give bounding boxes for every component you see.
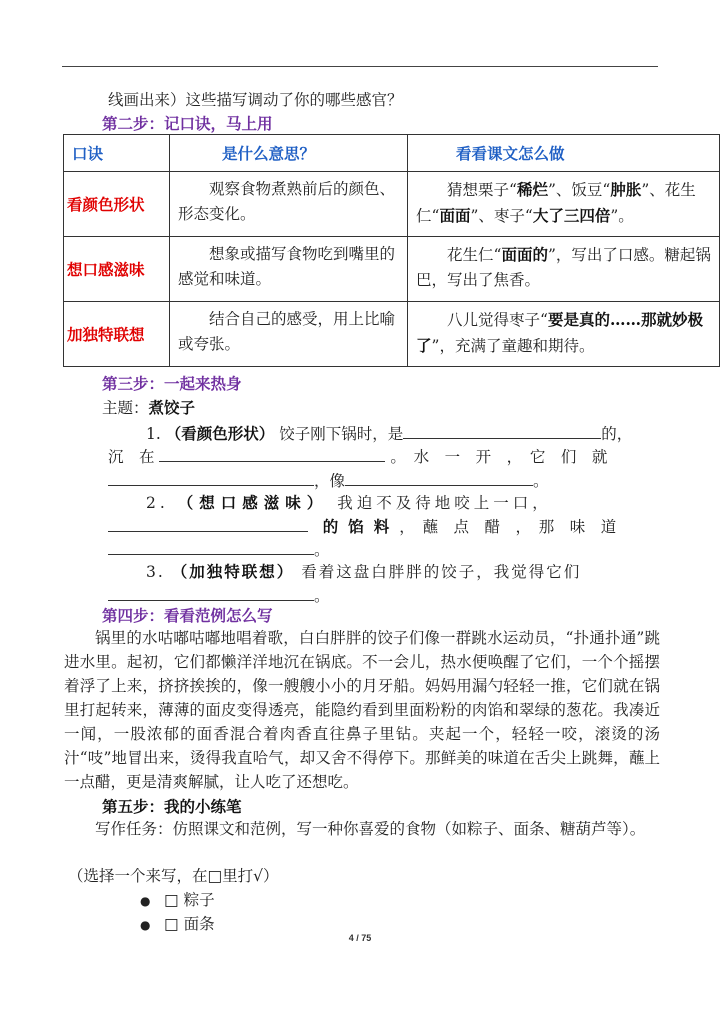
blank-field[interactable] — [345, 468, 533, 486]
step5-heading: 第五步：我的小练笔 — [102, 797, 242, 816]
exercise-2-line-1: 2. （想口感滋味） 我迫不及待地咬上一口， — [146, 493, 552, 512]
topic-line: 主题：煮饺子 — [102, 398, 196, 417]
row-meaning: 想象或描写食物吃到嘴里的感觉和味道。 — [170, 237, 408, 302]
topic: 煮饺子 — [148, 398, 196, 417]
exercise-1-line-1: 1. （看颜色形状） 饺子刚下锅时，是 的， — [146, 421, 632, 444]
page-number: 4 / 75 — [348, 933, 372, 943]
row-key: 想口感滋味 — [64, 237, 170, 302]
bullet-icon: ● — [140, 918, 151, 932]
mnemonic-table — [63, 134, 720, 367]
header-example: 看看课文怎么做 — [408, 135, 720, 172]
bullet-icon: ● — [140, 894, 151, 908]
table-row — [64, 237, 720, 302]
writing-task: 写作任务：仿照课文和范例，写一种你喜爱的食物（如粽子、面条、糖葫芦等）。 — [95, 820, 646, 838]
exercise-3-line-1: 3. （加独特联想） 看着这盘白胖胖的饺子，我觉得它们 — [146, 562, 582, 581]
row-meaning: 观察食物煮熟前后的颜色、形态变化。 — [170, 172, 408, 237]
header-rule — [62, 66, 658, 67]
step2-heading: 第二步：记口诀，马上用 — [102, 114, 273, 133]
blank-field[interactable] — [108, 514, 308, 532]
step4-heading: 第四步：看看范例怎么写 — [102, 606, 273, 625]
blank-field[interactable] — [403, 421, 601, 439]
blank-field[interactable] — [108, 537, 314, 555]
exercise-2-line-3: 。 — [108, 537, 330, 560]
exercise-1-line-2: 沉 在 。 水 一 开 ， 它 们 就 — [108, 444, 607, 467]
exercise-1-line-3: ，像 。 — [108, 468, 549, 491]
row-key: 看颜色形状 — [64, 172, 170, 237]
blank-field[interactable] — [108, 583, 314, 601]
table-header-row — [64, 135, 720, 172]
header-meaning: 是什么意思？ — [170, 135, 408, 172]
table-row — [64, 172, 720, 237]
blank-field[interactable] — [159, 444, 385, 462]
row-key: 加独特联想 — [64, 302, 170, 367]
table-row — [64, 302, 720, 367]
example-paragraph: 锅里的水咕嘟咕嘟地唱着歌，白白胖胖的饺子们像一群跳水运动员，“扑通扑通”跳进水里。起初，它们都懒洋洋地沉在锅底。不一会儿，热水便唤醒了它们，一个个摇摆着浮了上来，挤挤挨挨的，像一艘艘小小的月牙船。妈妈用漏勺轻轻一推，它们就在锅里打起转来，薄薄的面皮变得透亮，能隐约看到里面粉粉的肉馅和翠绿的葱花。我凑近一闻，一股浓郁的面香混合着肉香直往鼻子里钻。夹起一个，轻轻一咬，滚烫的汤汁“吱”地冒出来，烫得我直哈气，却又舍不得停下。那鲜美的味道在舌尖上跳舞，蘸上一点醋，更是清爽解腻，让人吃了还想吃。 — [64, 629, 660, 791]
exercise-2-line-2: 的馅料， 蘸 点 醋 ， 那 味 道 — [108, 514, 616, 537]
header-mnemonic: 口诀 — [64, 135, 170, 172]
blank-field[interactable] — [108, 468, 314, 486]
step3-heading: 第三步：一起来热身 — [102, 374, 242, 393]
row-example: 八儿觉得枣子“要是真的……那就妙极了”，充满了童趣和期待。 — [408, 302, 720, 367]
option-zongzi[interactable]: ● □ 粽子 — [140, 891, 215, 909]
row-meaning: 结合自己的感受，用上比喻或夸张。 — [170, 302, 408, 367]
option-noodles[interactable]: ● □ 面条 — [140, 915, 215, 933]
instruction: （选择一个来写，在□里打√） — [68, 867, 279, 885]
row-example: 花生仁“面面的”，写出了口感。糖起锅巴，写出了焦香。 — [408, 237, 720, 302]
row-example: 猜想栗子“稀烂”、饭豆“肿胀”、花生仁“面面”、枣子“大了三四倍”。 — [408, 172, 720, 237]
exercise-3-line-2: 。 — [108, 583, 330, 606]
intro-line: 线画出来）这些描写调动了你的哪些感官？ — [108, 91, 403, 109]
